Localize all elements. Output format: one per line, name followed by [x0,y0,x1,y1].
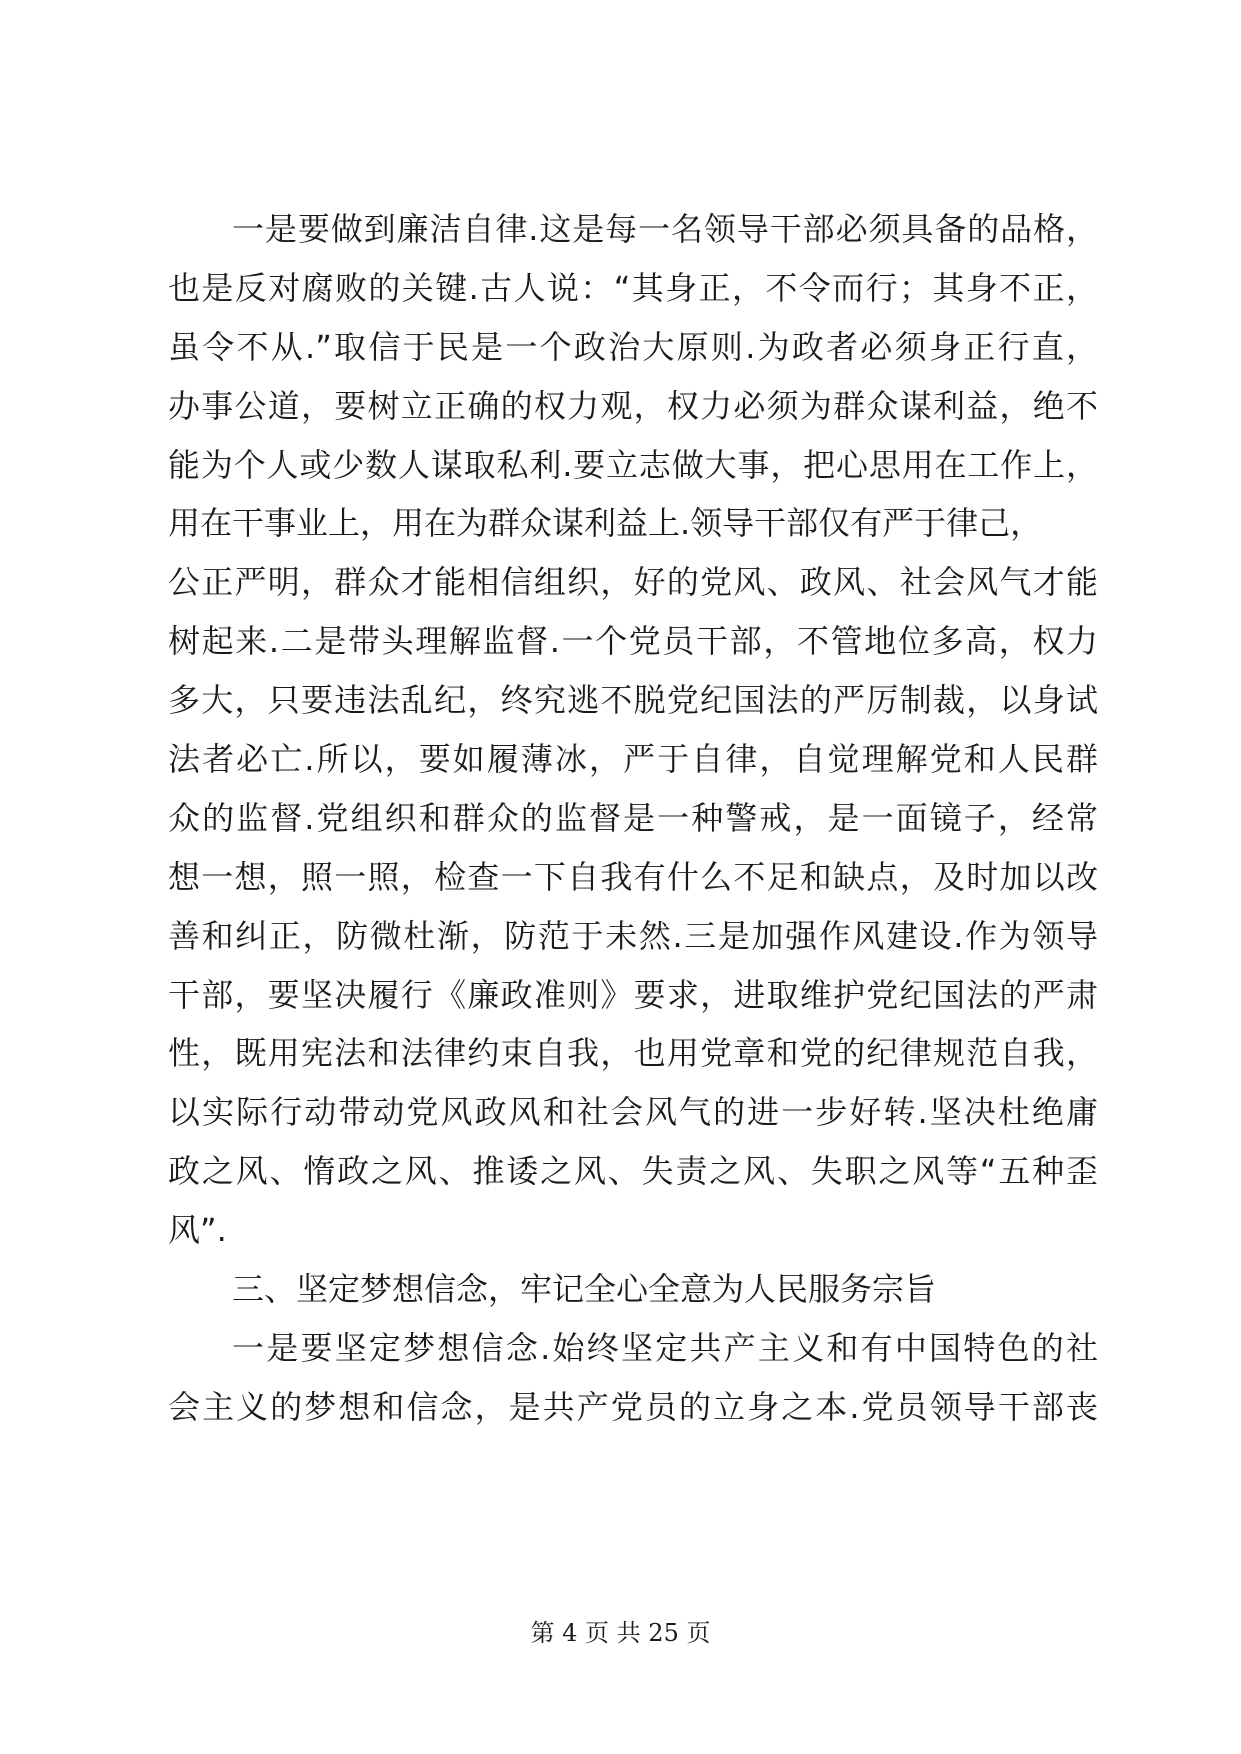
paragraph-line: 会主义的梦想和信念，是共产党员的立身之本.党员领导干部丧 [168,1387,1098,1426]
body-text [168,200,1098,1437]
paragraph-line: 善和纠正，防微杜渐，防范于未然.三是加强作风建设.作为领导 [168,916,1098,955]
paragraph-line: 多大，只要违法乱纪，终究逃不脱党纪国法的严厉制裁，以身试 [168,681,1098,720]
section-heading: 三、坚定梦想信念，牢记全心全意为人民服务宗旨 [232,1270,937,1309]
paragraph-line: 公正严明，群众才能相信组织，好的党风、政风、社会风气才能 [168,563,1098,602]
paragraph-line: 性，既用宪法和法律约束自我，也用党章和党的纪律规范自我， [168,1034,1098,1073]
paragraph-line: 办事公道，要树立正确的权力观，权力必须为群众谋利益，绝不 [168,386,1098,425]
paragraph-line: 法者必亡.所以，要如履薄冰，严于自律，自觉理解党和人民群 [168,740,1098,779]
paragraph-line: 以实际行动带动党风政风和社会风气的进一步好转.坚决杜绝庸 [168,1093,1098,1132]
paragraph-line: 众的监督.党组织和群众的监督是一种警戒，是一面镜子，经常 [168,798,1098,837]
paragraph-line: 用在干事业上，用在为群众谋利益上.领导干部仅有严于律己， [168,504,1043,543]
paragraph-line: 政之风、惰政之风、推诿之风、失责之风、失职之风等“五种歪 [168,1152,1098,1191]
paragraph-line: 树起来.二是带头理解监督.一个党员干部，不管地位多高，权力 [168,622,1098,661]
paragraph-line: 虽令不从.”取信于民是一个政治大原则.为政者必须身正行直， [168,327,1098,366]
paragraph-line: 也是反对腐败的关键.古人说：“其身正，不令而行；其身不正， [168,268,1098,307]
paragraph-line: 能为个人或少数人谋取私利.要立志做大事，把心思用在工作上， [168,445,1098,484]
paragraph-line: 干部，要坚决履行《廉政准则》要求，进取维护党纪国法的严肃 [168,975,1098,1014]
page-footer: 第 4 页 共 25 页 [530,1619,711,1647]
paragraph-line: 一是要坚定梦想信念.始终坚定共产主义和有中国特色的社 [232,1328,1098,1367]
paragraph-line: 想一想，照一照，检查一下自我有什么不足和缺点，及时加以改 [168,857,1098,896]
paragraph-line: 一是要做到廉洁自律.这是每一名领导干部必须具备的品格， [232,210,1098,248]
paragraph-line: 风”. [168,1211,227,1250]
